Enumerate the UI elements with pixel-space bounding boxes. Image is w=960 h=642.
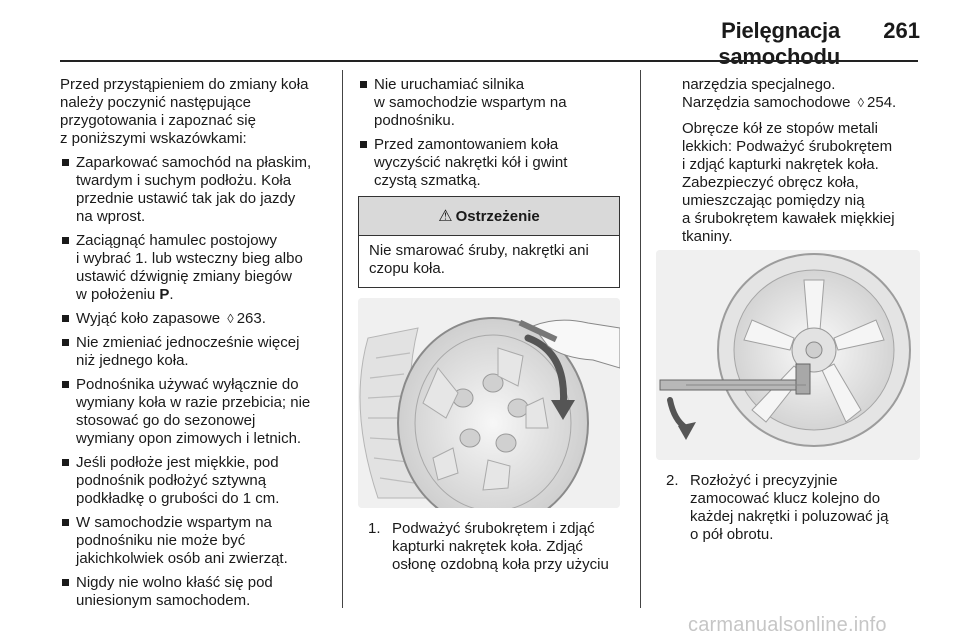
header-divider <box>60 60 918 62</box>
alloy-wheels-paragraph: Obręcze kół ze stopów metali lekkich: Podważyć śrubokrętem i zdjąć kapturki nakrętek koła. Zabezpieczyć obręcz koła, umieszczając pomiędzy nią a śrubokrętem kawałek miękkiej tkaniny. <box>682 120 895 245</box>
intro-paragraph: Przed przystąpieniem do zmiany koła należy poczynić następujące przygotowania i zapoznać się z poniższymi wskazówkami: <box>60 76 309 147</box>
warning-icon: ⚠ <box>438 208 453 225</box>
column-divider-1 <box>342 70 343 608</box>
warning-box <box>358 196 620 288</box>
reference-arrow-icon: ◊ <box>227 311 234 326</box>
column-3 <box>682 76 942 246</box>
safety-list <box>358 76 628 190</box>
page-reference[interactable]: 254. <box>867 94 897 111</box>
list-item: Jeśli podłoże jest miękkie, pod podnośnik podłożyć sztywną podkładkę o grubości do 1 cm. <box>60 454 335 508</box>
step-1-continued: narzędzia specjalnego. Narzędzia samochodowe ◊ 254. <box>682 76 897 111</box>
list-item: Zaparkować samochód na płaskim, twardym i suchym podłożu. Koła przednie ustawić tak jak do jazdy na wprost. <box>60 154 335 226</box>
list-item: 2. Rozłożyć i precyzyjnie zamocować klucz kolejno do każdej nakrętki i poluzować ją o pół obrotu. <box>666 472 889 543</box>
warning-title: Ostrzeżenie <box>455 207 540 225</box>
list-item: Przed zamontowaniem koła wyczyścić nakrętki kół i gwint czystą szmatką. <box>358 136 628 190</box>
list-item: Zaciągnąć hamulec postojowy i wybrać 1. lub wsteczny bieg albo ustawić dźwignię zmiany biegów w położeniu P. <box>60 232 335 304</box>
list-item: Nie zmieniać jednocześnie więcej niż jednego koła. <box>60 334 335 370</box>
watermark: carmanualsonline.info <box>688 614 887 636</box>
column-divider-2 <box>640 70 641 608</box>
list-item: Nie uruchamiać silnika w samochodzie wspartym na podnośniku. <box>358 76 628 130</box>
wheel-wrench-illustration <box>656 250 920 460</box>
instruction-list <box>368 520 630 574</box>
page-number: 261 <box>883 18 920 43</box>
list-item: Podnośnika używać wyłącznie do wymiany koła w razie przebicia; nie stosować go do sezonowej wymiany opon zimowych i letnich. <box>60 376 335 448</box>
list-item: Nigdy nie wolno kłaść się pod uniesionym samochodem. <box>60 574 335 610</box>
reference-arrow-icon: ◊ <box>857 95 865 110</box>
list-item: W samochodzie wspartym na podnośniku nie może być jakichkolwiek osób ani zwierząt. <box>60 514 335 568</box>
wheel-cover-removal-illustration <box>358 298 620 508</box>
warning-text: Nie smarować śruby, nakrętki ani czopu koła. <box>369 242 589 277</box>
column-1 <box>60 76 335 616</box>
page-title: Pielęgnacja samochodu <box>718 18 840 69</box>
page-reference[interactable]: 263. <box>236 310 266 327</box>
list-item: Wyjąć koło zapasowe ◊ 263. <box>60 310 335 328</box>
column-2 <box>358 76 628 196</box>
gear-position-p: P <box>159 286 170 303</box>
preparation-list <box>60 154 335 610</box>
step-2 <box>666 472 928 544</box>
warning-header <box>359 197 619 236</box>
step-1 <box>368 520 630 574</box>
list-item: 1. Podważyć śrubokrętem i zdjąć kapturki nakrętek koła. Zdjąć osłonę ozdobną koła przy użyciu <box>368 520 609 573</box>
instruction-list-2 <box>666 472 928 544</box>
